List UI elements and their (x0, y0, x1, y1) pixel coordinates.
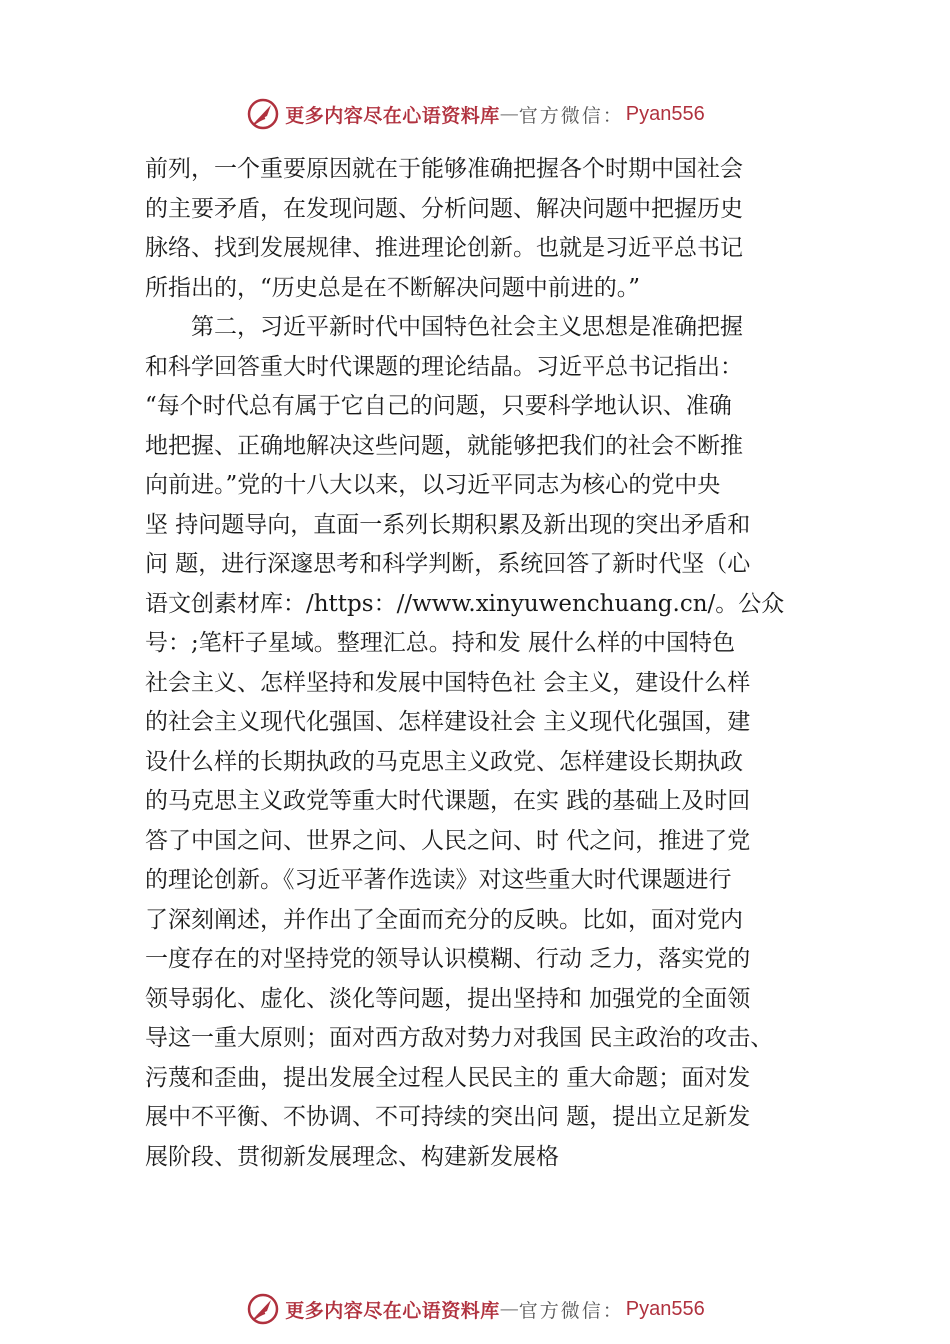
text-line: 第二，习近平新时代中国特色社会主义思想是准确把握 (145, 314, 743, 340)
footer-banner (0, 1289, 950, 1329)
text-line: 语文创素材库：/https：//www.xinyuwenchuang.cn/。公众 (145, 590, 785, 617)
text-line: 号：;笔杆子星域。整理汇总。持和发 展什么样的中国特色 (145, 630, 736, 656)
text-line: 答了中国之问、世界之问、人民之问、时 代之问，推进了党 (145, 827, 751, 854)
text-line: 坚 持问题导向，直面一系列长期积累及新出现的突出矛盾和 (145, 511, 751, 538)
footer-wechat-handle: Pyan556 (625, 1297, 705, 1320)
text-line: 前列，一个重要原因就在于能够准确把握各个时期中国社会 (145, 156, 743, 182)
header-wechat-handle: Pyan556 (625, 102, 705, 125)
header-official-label: 官方微信： (518, 104, 624, 127)
text-line: 的主要矛盾，在发现问题、分析问题、解决问题中把握历史 (145, 195, 743, 222)
text-line: 设什么样的长期执政的马克思主义政党、怎样建设长期执政 (145, 748, 743, 775)
header-brand-text: 更多内容尽在心语资料库 (285, 104, 500, 127)
text-line: 问 题，进行深邃思考和科学判断，系统回答了新时代坚（心 (145, 551, 751, 577)
text-line: 了深刻阐述，并作出了全面而充分的反映。比如，面对党内 (145, 906, 743, 933)
text-line: 的理论创新。《习近平著作选读》对这些重大时代课题进行 (145, 867, 732, 893)
text-line: 展阶段、贯彻新发展理念、构建新发展格 (145, 1143, 559, 1170)
text-line: 和科学回答重大时代课题的理论结晶。习近平总书记指出： (145, 353, 743, 380)
text-line: 导这一重大原则；面对西方敌对势力对我国 民主政治的攻击、 (145, 1025, 774, 1051)
text-line: 向前进。”党的十八大以来，以习近平同志为核心的党中央 (145, 472, 721, 498)
text-line: 的社会主义现代化强国、怎样建设社会 主义现代化强国，建 (145, 709, 751, 735)
document-body (145, 150, 835, 1177)
text-line: 领导弱化、虚化、淡化等问题，提出坚持和 加强党的全面领 (145, 985, 751, 1012)
text-line: 所指出的，“历史总是在不断解决问题中前进的。” (145, 274, 641, 301)
header-separator: — (499, 103, 519, 125)
footer-separator: — (499, 1298, 519, 1320)
text-line: 脉络、找到发展规律、推进理论创新。也就是习近平总书记 (145, 235, 743, 261)
text-line: 展中不平衡、不协调、不可持续的突出问 题，提出立足新发 (145, 1104, 751, 1130)
footer-official-label: 官方微信： (518, 1299, 624, 1322)
text-line: 地把握、正确地解决这些问题，就能够把我们的社会不断推 (145, 432, 743, 459)
footer-brand-text: 更多内容尽在心语资料库 (285, 1299, 500, 1322)
quill-logo-icon (245, 96, 281, 132)
text-line: 的马克思主义政党等重大时代课题，在实 践的基础上及时回 (145, 788, 751, 814)
quill-logo-icon (245, 1291, 281, 1327)
text-line: 社会主义、怎样坚持和发展中国特色社 会主义，建设什么样 (145, 669, 751, 696)
header-banner (0, 94, 950, 134)
text-line: 一度存在的对坚持党的领导认识模糊、行动 乏力，落实党的 (145, 946, 751, 972)
text-line: “每个时代总有属于它自己的问题，只要科学地认识、准确 (145, 393, 732, 419)
text-line: 污蔑和歪曲，提出发展全过程人民民主的 重大命题；面对发 (145, 1064, 751, 1091)
